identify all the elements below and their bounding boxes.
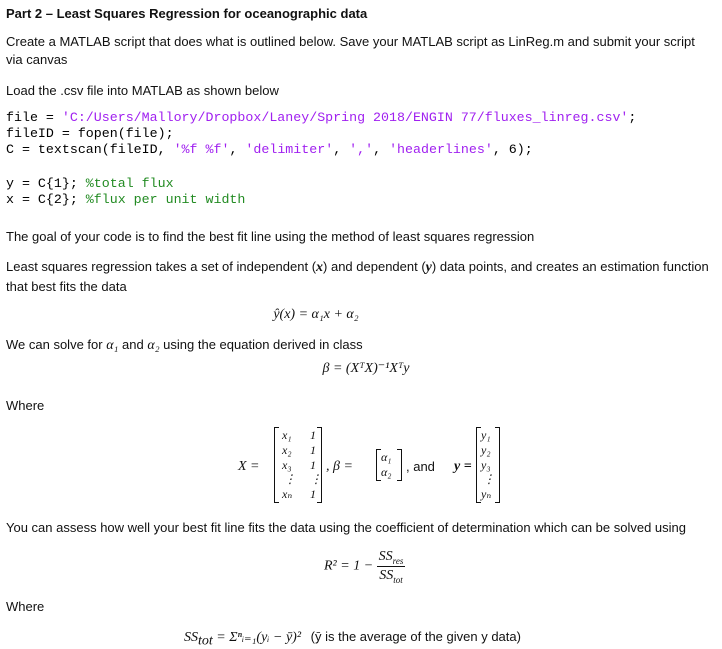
code-text: C = textscan(fileID, xyxy=(6,142,174,157)
page-title: Part 2 – Least Squares Regression for oceanographic data xyxy=(6,6,368,21)
code-string: 'headerlines' xyxy=(389,142,493,157)
alpha1: α₁ xyxy=(106,338,119,353)
equation-estimation: ŷ(x) = α₁x + α₂ xyxy=(273,307,359,322)
vector-cell: yₙ xyxy=(481,487,492,501)
text: and xyxy=(118,337,148,352)
matrix-cell: x₃ xyxy=(282,458,292,472)
vector-cell: α₁ xyxy=(381,450,392,464)
code-comment: %total flux xyxy=(85,176,174,191)
and-label: , and xyxy=(406,459,435,474)
subscript: res xyxy=(392,555,404,566)
bracket-right xyxy=(397,449,402,481)
code-text: file = xyxy=(6,110,62,125)
text: SS xyxy=(378,549,393,564)
solve-paragraph xyxy=(6,336,714,356)
code-text: , xyxy=(229,142,246,157)
code-line-2: fileID = fopen(file); xyxy=(6,126,174,141)
code-line-1 xyxy=(6,110,636,126)
code-string: ',' xyxy=(349,142,374,157)
matrix-cell: 1 xyxy=(310,487,316,501)
matrix-cell: x₂ xyxy=(282,443,292,457)
r2-fraction xyxy=(377,548,406,585)
y-vector xyxy=(476,427,500,503)
matrix-cell: ⋮ xyxy=(310,472,322,486)
matrix-cell: ⋮ xyxy=(284,472,296,486)
code-line-3 xyxy=(6,142,533,158)
var-x: x xyxy=(316,260,324,275)
X-matrix xyxy=(274,427,322,503)
sstot-note: (ȳ is the average of the given y data) xyxy=(310,629,521,644)
code-comment: %flux per unit width xyxy=(85,192,246,207)
text: = Σⁿᵢ₌₁(yᵢ − ȳ)² xyxy=(212,630,302,645)
lsr-paragraph xyxy=(6,258,714,295)
matrix-cell: xₙ xyxy=(282,487,293,501)
alpha2: α₂ xyxy=(147,338,160,353)
X-label: X = xyxy=(238,459,260,474)
bracket-right xyxy=(495,427,500,503)
vector-cell: y₂ xyxy=(481,443,491,457)
code-string: 'delimiter' xyxy=(245,142,334,157)
text: using the equation derived in class xyxy=(159,337,363,352)
code-text: , xyxy=(333,142,350,157)
code-string: '%f %f' xyxy=(173,142,230,157)
code-text: y = C{1}; xyxy=(6,176,86,191)
text: Least squares regression takes a set of independent ( xyxy=(6,259,317,274)
where-label-1: Where xyxy=(6,398,45,413)
intro-paragraph: Create a MATLAB script that does what is outlined below. Save your MATLAB script as LinReg.m and submit your script via canvas xyxy=(6,34,695,67)
beta-vector xyxy=(376,449,402,481)
text: ) data points, and creates an estimation function that best fits the data xyxy=(6,259,709,294)
text: SS xyxy=(184,630,198,645)
code-string: 'C:/Users/Mallory/Dropbox/Laney/Spring 2018/ENGIN 77/fluxes_linreg.csv' xyxy=(61,110,629,125)
equation-r2 xyxy=(324,548,405,585)
matrix-cell: 1 xyxy=(310,443,316,457)
equation-beta: β = (XᵀX)⁻¹Xᵀy xyxy=(322,361,410,376)
var-y: y xyxy=(425,260,432,275)
vector-cell: y₃ xyxy=(481,458,491,472)
code-text: ; xyxy=(628,110,637,125)
matrix-cell: 1 xyxy=(310,458,316,472)
text: SS xyxy=(379,568,394,583)
code-text: , xyxy=(373,142,390,157)
bracket-right xyxy=(317,427,322,503)
subscript: tot xyxy=(393,574,403,585)
equation-sstot xyxy=(184,628,521,648)
y-label: y = xyxy=(454,459,472,474)
goal-paragraph: The goal of your code is to find the best fit line using the method of least squares regression xyxy=(6,229,535,244)
beta-label: , β = xyxy=(326,459,353,474)
code-text: x = C{2}; xyxy=(6,192,86,207)
bracket-left xyxy=(274,427,279,503)
matrix-cell: 1 xyxy=(310,428,316,442)
vector-cell: ⋮ xyxy=(483,472,495,486)
subscript: tot xyxy=(198,633,213,649)
load-instruction: Load the .csv file into MATLAB as shown below xyxy=(6,83,279,98)
assess-paragraph: You can assess how well your best fit line fits the data using the coefficient of determination which can be solved using xyxy=(6,520,687,535)
text: We can solve for xyxy=(6,337,107,352)
code-line-5 xyxy=(6,192,245,208)
fraction-denominator xyxy=(377,567,406,585)
vector-cell: α₂ xyxy=(381,465,392,479)
fraction-numerator xyxy=(377,548,406,567)
code-text: , 6); xyxy=(492,142,533,157)
where-label-2: Where xyxy=(6,599,45,614)
vector-cell: y₁ xyxy=(481,428,491,442)
code-line-4 xyxy=(6,176,174,192)
r2-lhs: R² = 1 − xyxy=(324,558,374,574)
matrix-cell: x₁ xyxy=(282,428,292,442)
text: ) and dependent ( xyxy=(323,259,426,274)
